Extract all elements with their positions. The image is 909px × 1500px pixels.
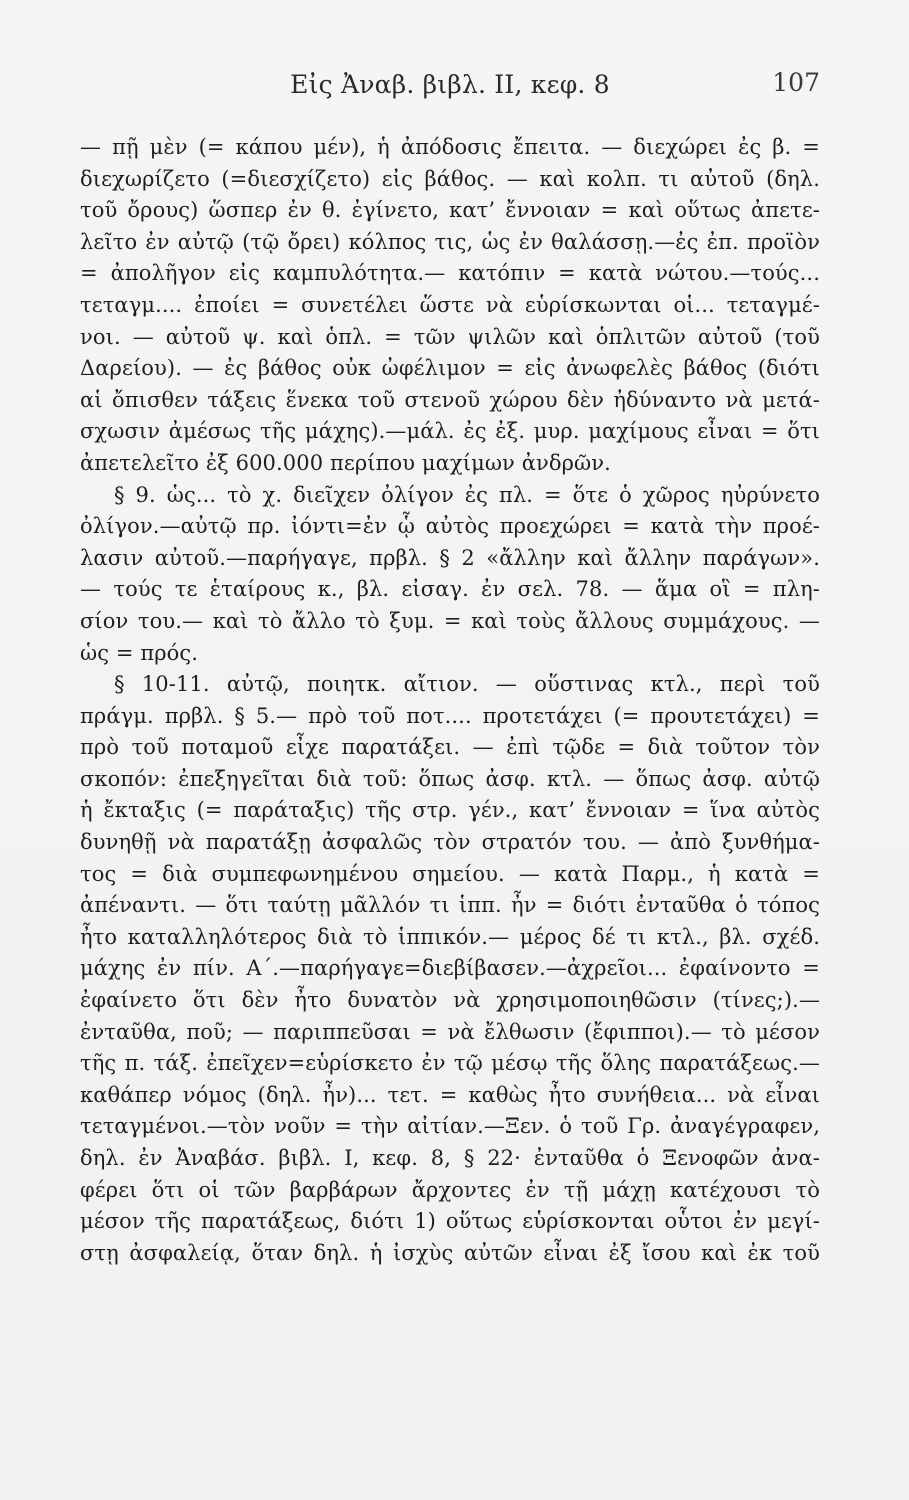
text-line: = ἀπολῆγον εἰς καμπυλότητα.— κατόπιν = κατὰ νώτου.—τούς... — [80, 261, 820, 286]
text-line: ἀπέναντι. — ὅτι ταύτῃ μᾶλλόν τι ἱππ. ἦν = διότι ἐνταῦθα ὁ τόπος — [80, 893, 820, 918]
text-line: ἀπετελεῖτο ἐξ 600.000 περίπου μαχίμων ἀνδρῶν. — [80, 450, 611, 475]
text-line: φέρει ὅτι οἱ τῶν βαρβάρων ἄρχοντες ἐν τῇ μάχῃ κατέχουσι τὸ — [80, 1177, 820, 1202]
text-line: ἐφαίνετο ὅτι δὲν ἦτο δυνατὸν νὰ χρησιμοποιηθῶσιν (τίνες;).— — [80, 988, 820, 1013]
text-line: τος = διὰ συμπεφωνημένου σημείου. — κατὰ Παρμ., ἡ κατὰ = — [80, 861, 820, 886]
text-line: αἱ ὄπισθεν τάξεις ἕνεκα τοῦ στενοῦ χώρου δὲν ἠδύναντο νὰ μετά- — [80, 387, 820, 412]
text-line: σκοπόν: ἐπεξηγεῖται διὰ τοῦ: ὅπως ἀσφ. κτλ. — ὅπως ἀσφ. αὐτῷ — [80, 766, 820, 791]
text-line: διεχωρίζετο (=διεσχίζετο) εἰς βάθος. — καὶ κολπ. τι αὐτοῦ (δηλ. — [80, 166, 820, 191]
text-line: μέσον τῆς παρατάξεως, διότι 1) οὕτως εὑρίσκονται οὗτοι ἐν μεγί- — [80, 1209, 820, 1234]
text-line: πρὸ τοῦ ποταμοῦ εἶχε παρατάξει. — ἐπὶ τῷδε = διὰ τοῦτον τὸν — [80, 735, 820, 760]
paragraph-start-line: § 9. ὡς... τὸ χ. διεῖχεν ὀλίγον ἐς πλ. = ὅτε ὁ χῶρος ηὐρύνετο — [114, 482, 820, 507]
text-line: ὀλίγον.—αὐτῷ πρ. ἰόντι=ἐν ᾧ αὐτὸς προεχώρει = κατὰ τὴν προέ- — [80, 514, 820, 539]
text-line: ἡ ἔκταξις (= παράταξις) τῆς στρ. γέν., κατ’ ἔννοιαν = ἵνα αὐτὸς — [80, 798, 820, 823]
text-line: σίον του.— καὶ τὸ ἄλλο τὸ ξυμ. = καὶ τοὺς ἄλλους συμμάχους. — — [80, 608, 820, 633]
text-line: Δαρείου). — ἐς βάθος οὐκ ὠφέλιμον = εἰς ἀνωφελὲς βάθος (διότι — [80, 356, 820, 381]
text-line: — τούς τε ἑταίρους κ., βλ. εἰσαγ. ἐν σελ. 78. — ἅμα οἳ = πλη- — [80, 577, 820, 602]
page-number: 107 — [772, 68, 820, 97]
commentary-text — [80, 132, 820, 1269]
text-line: μάχης ἐν πίν. Α΄.—παρήγαγε=διεβίβασεν.—ἀχρεῖοι... ἐφαίνοντο = — [80, 956, 820, 981]
text-line: πράγμ. πρβλ. § 5.— πρὸ τοῦ ποτ.... προτετάχει (= προυτετάχει) = — [80, 703, 820, 728]
text-line: δυνηθῇ νὰ παρατάξῃ ἀσφαλῶς τὸν στρατόν του. — ἀπὸ ξυνθήμα- — [80, 830, 820, 855]
text-line: νοι. — αὐτοῦ ψ. καὶ ὁπλ. = τῶν ψιλῶν καὶ ὁπλιτῶν αὐτοῦ (τοῦ — [80, 324, 820, 349]
text-line: — πῇ μὲν (= κάπου μέν), ἡ ἀπόδοσις ἔπειτα. — διεχώρει ἐς β. = — [80, 135, 820, 159]
text-line: λεῖτο ἐν αὐτῷ (τῷ ὄρει) κόλπος τις, ὡς ἐν θαλάσσῃ.—ἐς ἐπ. προϊὸν — [80, 229, 820, 254]
text-line: στῃ ἀσφαλείᾳ, ὅταν δηλ. ἡ ἰσχὺς αὐτῶν εἶναι ἐξ ἴσου καὶ ἐκ τοῦ — [80, 1240, 820, 1265]
text-line: λασιν αὐτοῦ.—παρήγαγε, πρβλ. § 2 «ἄλλην καὶ ἄλλην παράγων». — [80, 545, 820, 570]
text-line: τεταγμένοι.—τὸν νοῦν = τὴν αἰτίαν.—Ξεν. ὁ τοῦ Γρ. ἀναγέγραφεν, — [80, 1114, 820, 1139]
page-header — [80, 68, 820, 108]
text-line: ἦτο καταλληλότερος διὰ τὸ ἱππικόν.— μέρος δέ τι κτλ., βλ. σχέδ. — [80, 924, 820, 949]
text-line: καθάπερ νόμος (δηλ. ἦν)... τετ. = καθὼς ἦτο συνήθεια... νὰ εἶναι — [80, 1082, 820, 1107]
paragraph-start-line: § 10-11. αὐτῷ, ποιητκ. αἴτιον. — οὕστινας κτλ., περὶ τοῦ — [114, 672, 820, 697]
text-line: τεταγμ.... ἐποίει = συνετέλει ὥστε νὰ εὑρίσκωνται οἱ... τεταγμέ- — [80, 292, 820, 317]
text-line: τῆς π. τάξ. ἐπεῖχεν=εὑρίσκετο ἐν τῷ μέσῳ τῆς ὅλης παρατάξεως.— — [80, 1051, 820, 1076]
text-line: σχωσιν ἀμέσως τῆς μάχης).—μάλ. ἐς ἐξ. μυρ. μαχίμους εἶναι = ὅτι — [80, 419, 820, 444]
text-line: ὡς = πρός. — [80, 640, 199, 665]
text-line: τοῦ ὄρους) ὥσπερ ἐν θ. ἐγίνετο, κατ’ ἔννοιαν = καὶ οὕτως ἀπετε- — [80, 198, 820, 223]
running-head: Εἰς Ἀναβ. βιβλ. II, κεφ. 8 — [290, 70, 610, 99]
text-line: δηλ. ἐν Ἀναβάσ. βιβλ. I, κεφ. 8, § 22· ἐνταῦθα ὁ Ξενοφῶν ἀνα- — [80, 1146, 820, 1170]
text-line: ἐνταῦθα, ποῦ; — παριππεῦσαι = νὰ ἔλθωσιν (ἔφιπποι).— τὸ μέσον — [80, 1019, 820, 1044]
